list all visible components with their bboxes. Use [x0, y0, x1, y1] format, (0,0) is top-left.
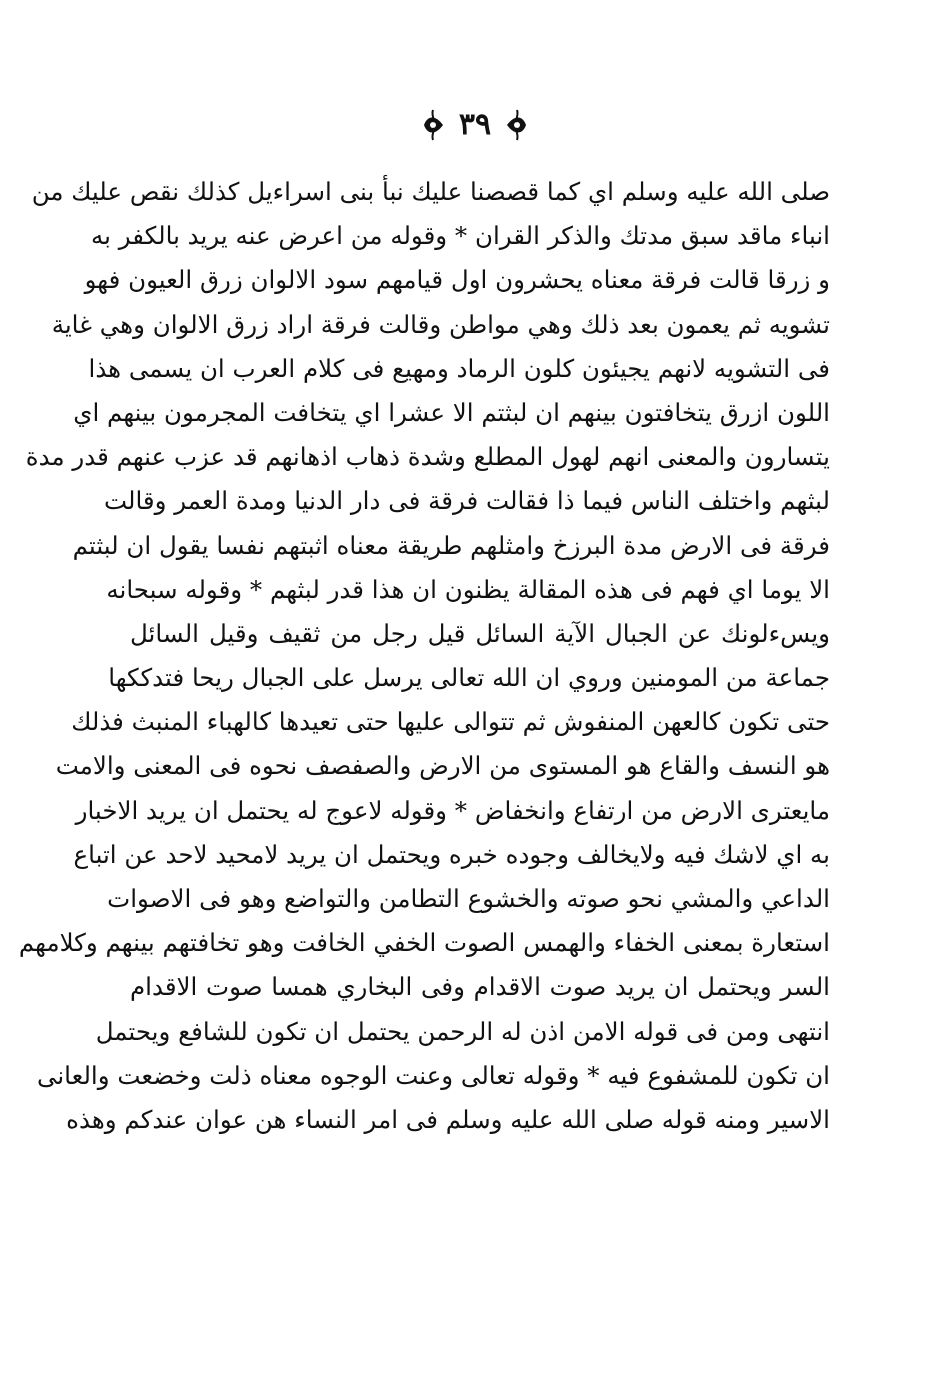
text-line: هو النسف والقاع هو المستوى من الارض والصفصف نحوه فى المعنى والامت [55, 751, 830, 781]
text-line: ويسءلونك عن الجبال الآية السائل قيل رجل من ثقيف وقيل السائل [130, 618, 830, 648]
ornament-right-icon [505, 108, 529, 142]
body-text [18, 170, 830, 1142]
text-line: الا يوما اي فهم فى هذه المقالة يظنون ان هذا قدر لبثهم * وقوله سبحانه [106, 574, 830, 604]
text-line: فى التشويه لانهم يجيئون كلون الرماد ومهيع فى كلام العرب ان يسمى هذا [88, 353, 830, 383]
text-line: اللون ازرق يتخافتون بينهم ان لبثتم الا عشرا اي يتخافت المجرمون بينهم اي [73, 397, 830, 427]
text-line: فرقة فى الارض مدة البرزخ وامثلهم طريقة معناه اثبتهم نفسا يقول ان لبثتم [72, 530, 830, 560]
text-line: انتهى ومن فى قوله الامن اذن له الرحمن يحتمل ان تكون للشافع ويحتمل [95, 1016, 830, 1046]
text-line: ان تكون للمشفوع فيه * وقوله تعالى وعنت الوجوه معناه ذلت وخضعت والعانى [36, 1060, 830, 1090]
text-line: يتسارون والمعنى انهم لهول المطلع وشدة ذهاب اذهانهم قد عزب عنهم قدر مدة [25, 442, 830, 472]
text-line: صلى الله عليه وسلم اي كما قصصنا عليك نبأ بنى اسراءيل كذلك نقص عليك من [31, 177, 830, 206]
ornament-left-icon [421, 108, 445, 142]
page-number: ٣٩ [458, 107, 492, 142]
text-line: و زرقا قالت فرقة معناه يحشرون اول قيامهم سود الالوان زرق العيون فهو [84, 265, 830, 295]
text-line: حتى تكون كالعهن المنفوش ثم تتوالى عليها حتى تعيدها كالهباء المنبث فذلك [71, 707, 830, 737]
text-line: لبثهم واختلف الناس فيما ذا فقالت فرقة فى دار الدنيا ومدة العمر وقالت [103, 486, 830, 516]
text-line: تشويه ثم يعمون بعد ذلك وهي مواطن وقالت فرقة اراد زرق الالوان وهي غاية [51, 309, 830, 339]
page-header [0, 100, 950, 150]
text-line: الاسير ومنه قوله صلى الله عليه وسلم فى امر النساء هن عوان عندكم وهذه [66, 1104, 830, 1134]
text-line: مايعترى الارض من ارتفاع وانخفاض * وقوله لاعوج له يحتمل ان يريد الاخبار [75, 795, 830, 825]
text-line: جماعة من المومنين وروي ان الله تعالى يرسل على الجبال ريحا فتدككها [108, 663, 830, 693]
text-line: استعارة بمعنى الخفاء والهمس الصوت الخفي الخافت وهو تخافتهم بينهم وكلامهم [18, 928, 830, 958]
text-line: به اي لاشك فيه ولايخالف وجوده خبره ويحتمل ان يريد لامحيد لاحد عن اتباع [73, 839, 830, 869]
text-line: الداعي والمشي نحو صوته والخشوع التطامن والتواضع وهو فى الاصوات [107, 884, 830, 913]
text-line: انباء ماقد سبق مدتك والذكر القران * وقوله من اعرض عنه يريد بالكفر به [90, 221, 830, 251]
text-line: السر ويحتمل ان يريد صوت الاقدام وفى البخاري همسا صوت الاقدام [130, 972, 830, 1002]
